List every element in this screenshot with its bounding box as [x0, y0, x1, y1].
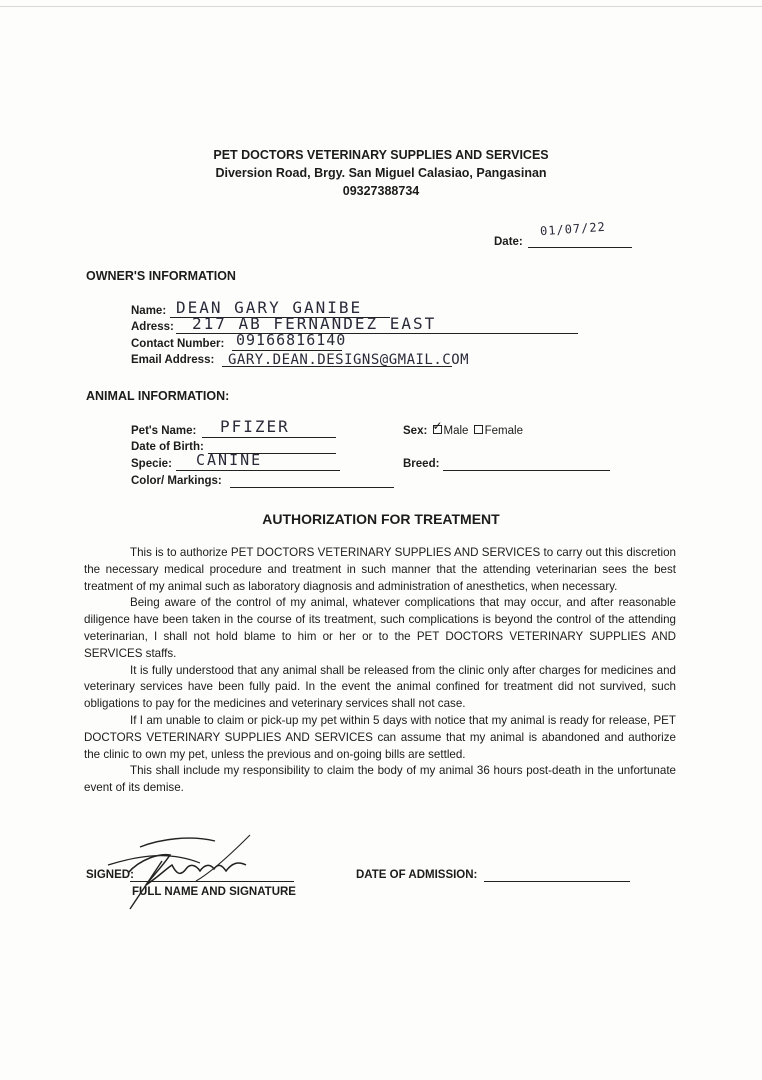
owner-contact-label: Contact Number: — [131, 338, 225, 350]
owner-address-value: 217 AB FERNANDEZ EAST — [192, 314, 437, 333]
page-top-edge — [0, 0, 762, 7]
authorization-body — [84, 545, 676, 797]
specie-line — [176, 470, 340, 471]
authorization-paragraph: This is to authorize PET DOCTORS VETERINARY SUPPLIES AND SERVICES to carry out this discretion the necessary medical procedure and treatment in such manner that the attending veterinarian sees the best treatment of my animal such as laboratory diagnosis and administration of anesthetics, when necessary. — [84, 546, 676, 593]
owner-email-value: GARY.DEAN.DESIGNS@GMAIL.COM — [228, 352, 470, 368]
authorization-paragraph: It is fully understood that any animal shall be released from the clinic only after charges for medicines and veterinary services have been fully paid. In the event the animal confined for treatment did not survived, such obligations to pay for the medicines and veterinary services shall not case. — [84, 663, 676, 711]
owner-name-label: Name: — [131, 305, 167, 317]
pet-name-line — [202, 437, 336, 438]
sex-male-option: Male — [443, 425, 469, 437]
clinic-name: PET DOCTORS VETERINARY SUPPLIES AND SERVICES — [213, 148, 549, 162]
pet-name-value: PFIZER — [220, 417, 290, 436]
sex-female-option: Female — [484, 425, 523, 437]
signature-caption: FULL NAME AND SIGNATURE — [132, 886, 296, 898]
color-markings-label: Color/ Markings: — [131, 475, 222, 487]
admission-date-line — [484, 881, 630, 882]
dob-label: Date of Birth: — [131, 441, 204, 453]
animal-section-title: ANIMAL INFORMATION: — [86, 389, 230, 403]
sex-label: Sex: — [403, 425, 428, 437]
owner-address-label: Adress: — [131, 321, 174, 333]
owner-name-value: DEAN GARY GANIBE — [176, 298, 363, 317]
specie-label: Specie: — [131, 458, 172, 470]
sex-field — [403, 419, 523, 437]
check-mark-icon: ✓ — [432, 419, 443, 433]
date-value: 01/07/22 — [539, 219, 607, 239]
handwritten-signature — [100, 825, 270, 915]
owner-contact-value: 09166816140 — [236, 331, 347, 349]
date-line — [528, 247, 632, 248]
owner-email-label: Email Address: — [131, 354, 215, 366]
sex-male-checkbox[interactable] — [432, 419, 443, 434]
date-label: Date: — [494, 236, 523, 248]
clinic-address: Diversion Road, Brgy. San Miguel Calasiao, Pangasinan — [215, 166, 547, 180]
pet-name-label: Pet's Name: — [131, 425, 197, 437]
clinic-phone: 09327388734 — [342, 184, 420, 198]
specie-value: CANINE — [196, 451, 263, 469]
sex-female-checkbox[interactable] — [474, 425, 483, 434]
authorization-paragraph: This shall include my responsibility to claim the body of my animal 36 hours post-death in the unfortunate event of its demise. — [84, 764, 676, 795]
authorization-title: AUTHORIZATION FOR TREATMENT — [262, 511, 500, 527]
authorization-paragraph: Being aware of the control of my animal, whatever complications that may occur, and after reasonable diligence have been taken in the course of its treatment, such complications is beyond the control of the attending veterinarian, I shall not hold blame to him or her or to the PET DOCTORS VETERINARY SUPPLIES AND SERVICES staffs. — [84, 596, 676, 660]
owner-section-title: OWNER'S INFORMATION — [86, 269, 236, 283]
breed-line — [443, 470, 610, 471]
signed-label: SIGNED: — [86, 869, 134, 881]
color-markings-line — [230, 487, 394, 488]
owner-contact-line — [232, 350, 342, 351]
admission-date-label: DATE OF ADMISSION: — [356, 869, 478, 881]
authorization-paragraph: If I am unable to claim or pick-up my pet within 5 days with notice that my animal is ready for release, PET DOCTORS VETERINARY SUPPLIES AND SERVICES can assume that my animal is abandoned and authorize the clinic to own my pet, unless the previous and on-going bills are settled. — [84, 713, 676, 761]
breed-label: Breed: — [403, 458, 440, 470]
